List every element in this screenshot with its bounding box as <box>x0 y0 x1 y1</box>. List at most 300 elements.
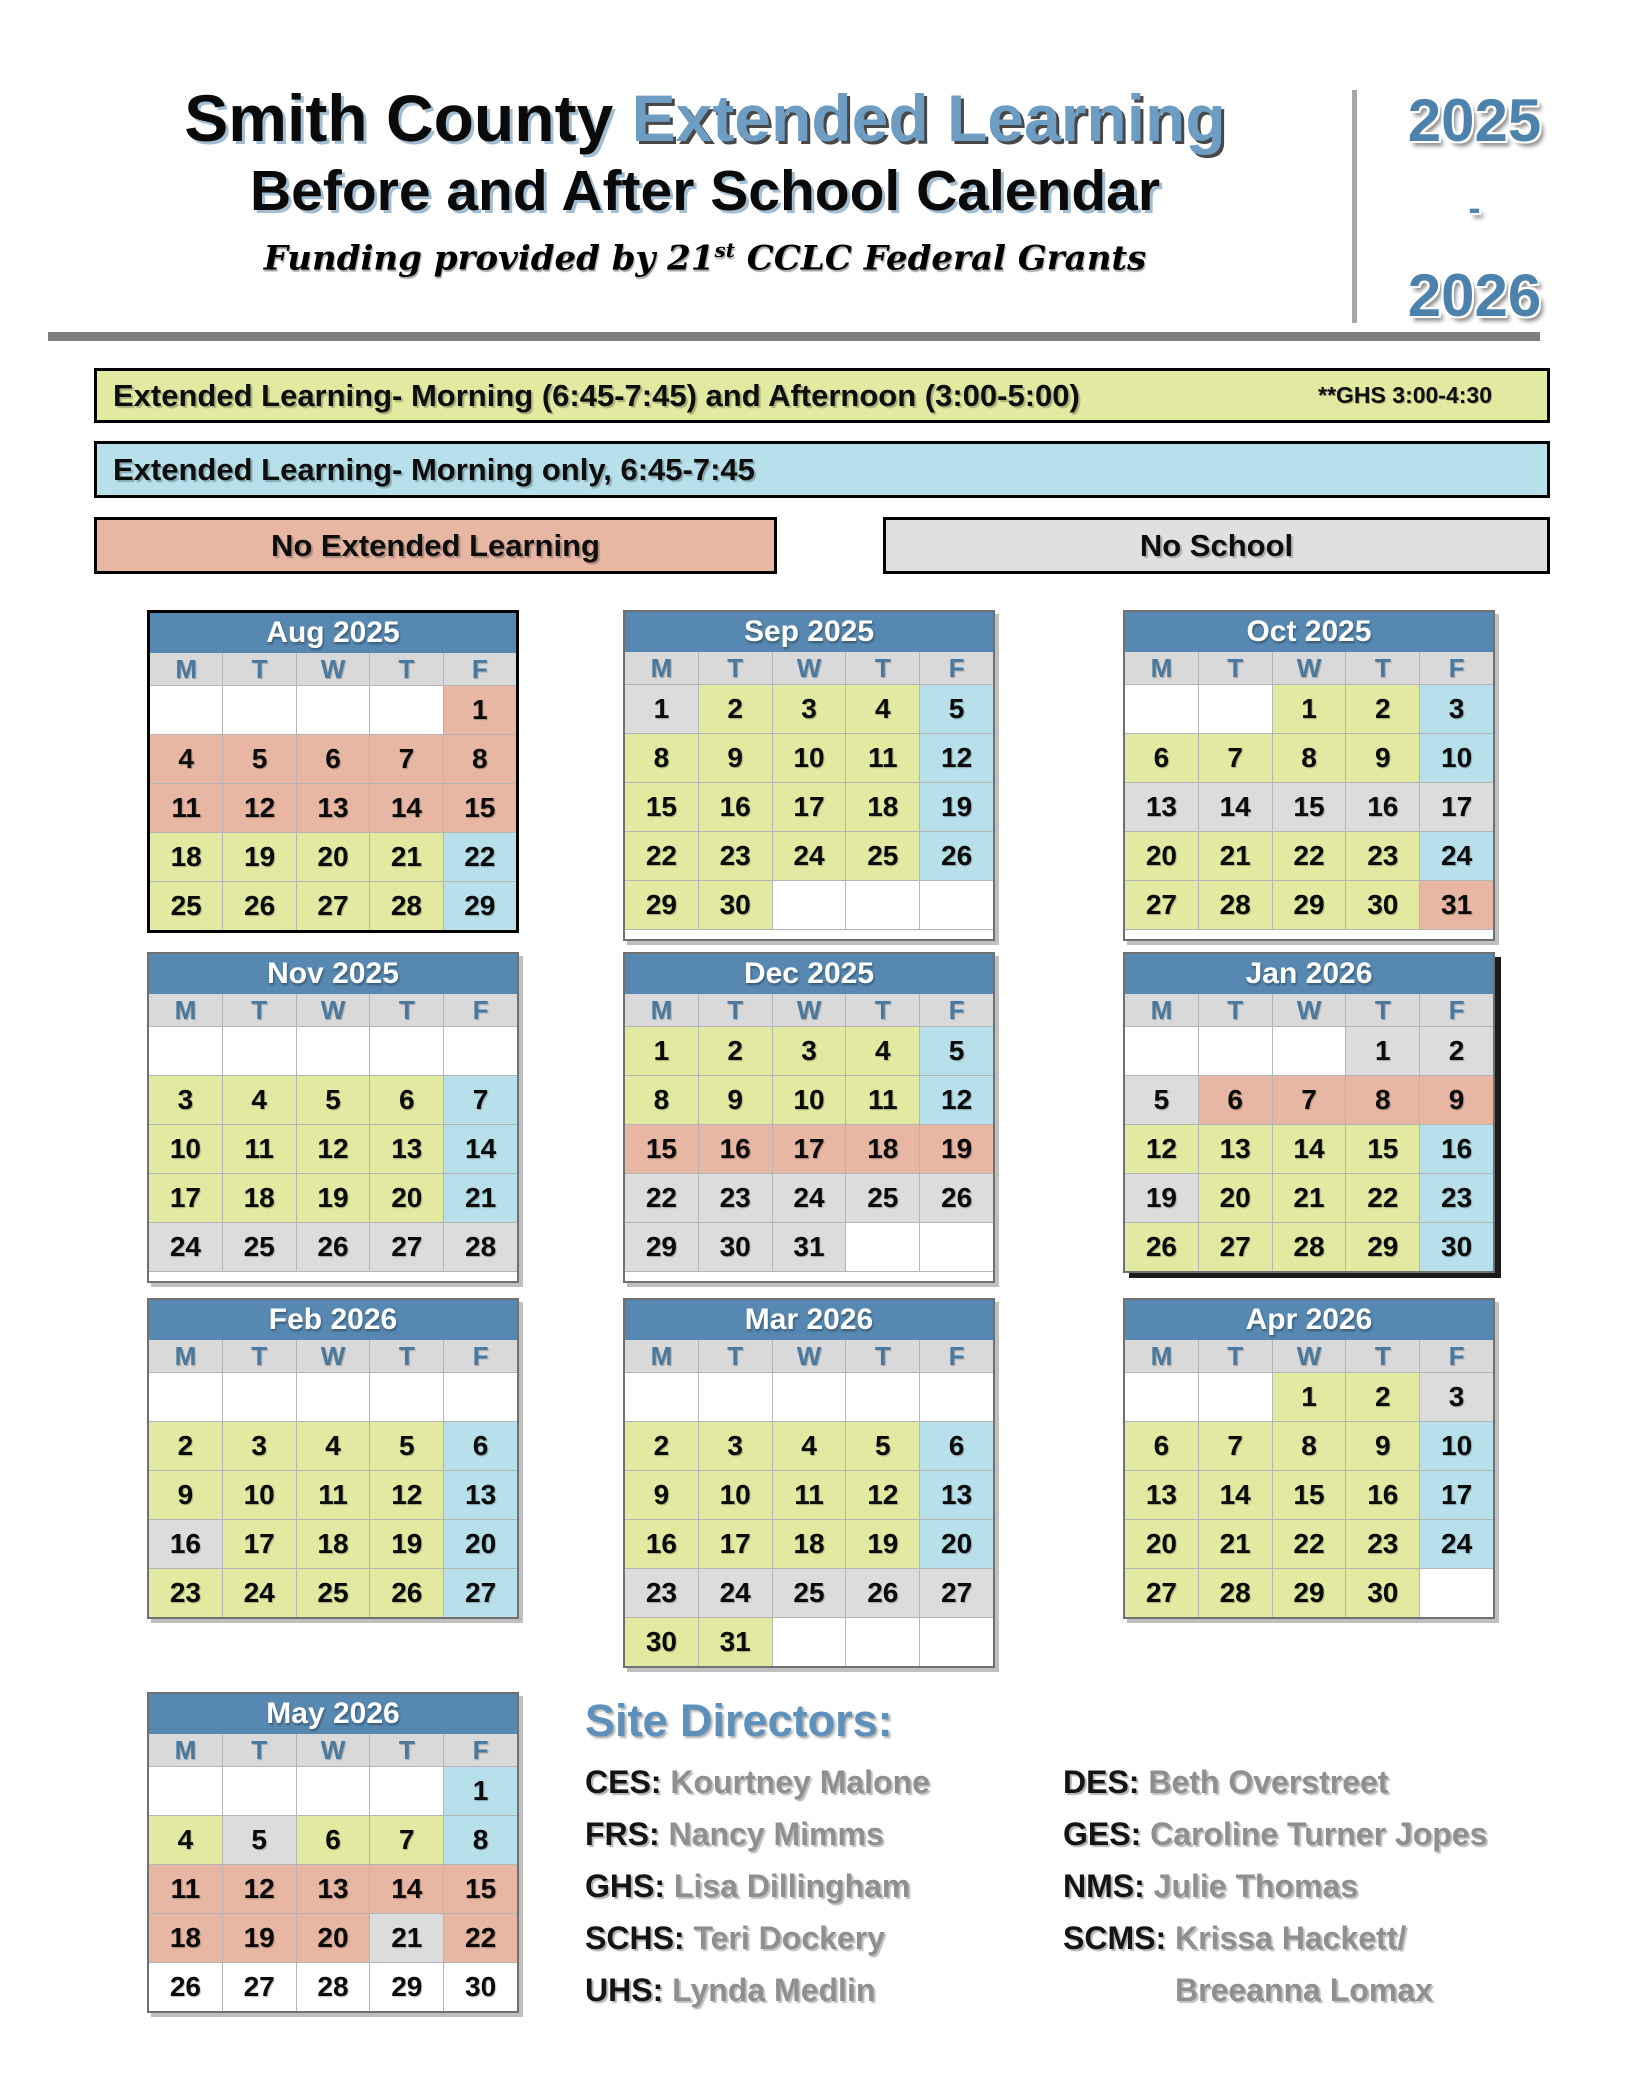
day-cell: 18 <box>297 1520 370 1568</box>
weekday-label: M <box>625 652 698 684</box>
day-cell: 26 <box>1125 1223 1198 1271</box>
site-code: DES: <box>1063 1763 1149 1800</box>
weekday-label: T <box>1199 652 1272 684</box>
day-grid <box>625 685 993 929</box>
day-cell: 10 <box>699 1471 772 1519</box>
empty-cell <box>370 1027 443 1075</box>
day-cell: 13 <box>297 784 369 832</box>
day-cell: 5 <box>920 685 993 733</box>
empty-cell <box>149 1767 222 1815</box>
day-cell: 20 <box>444 1520 517 1568</box>
empty-cell <box>846 881 919 929</box>
day-cell: 6 <box>1125 1422 1198 1470</box>
calendar-dec-2025 <box>623 952 995 1283</box>
day-cell: 24 <box>223 1569 296 1617</box>
site-code: FRS: <box>585 1815 669 1852</box>
site-directors-right-column <box>1063 1756 1487 2016</box>
weekday-label: T <box>370 1734 443 1766</box>
weekday-label: F <box>1420 1340 1493 1372</box>
weekday-label: F <box>444 653 516 685</box>
day-cell: 25 <box>773 1569 846 1617</box>
funding-note <box>70 238 1340 278</box>
site-directors-left-column <box>585 1756 930 2016</box>
day-cell: 1 <box>444 686 516 734</box>
site-director-row <box>585 1860 930 1912</box>
weekday-label: W <box>1273 652 1346 684</box>
empty-cell <box>149 1373 222 1421</box>
day-cell: 1 <box>1346 1027 1419 1075</box>
day-cell: 5 <box>370 1422 443 1470</box>
day-cell: 25 <box>846 1174 919 1222</box>
day-cell: 8 <box>625 1076 698 1124</box>
day-cell: 1 <box>625 685 698 733</box>
site-code: CES: <box>585 1763 671 1800</box>
empty-cell <box>297 1373 370 1421</box>
day-cell: 3 <box>149 1076 222 1124</box>
day-cell: 23 <box>1346 1520 1419 1568</box>
legend-label: Extended Learning- Morning only, 6:45-7:45 <box>113 451 755 487</box>
weekday-header <box>1125 994 1493 1027</box>
weekday-label: T <box>1346 994 1419 1026</box>
day-cell: 17 <box>149 1174 222 1222</box>
day-cell: 25 <box>223 1223 296 1271</box>
day-cell: 21 <box>1273 1174 1346 1222</box>
calendar-bottom-strip <box>625 929 993 939</box>
day-cell: 10 <box>149 1125 222 1173</box>
day-cell: 7 <box>1199 1422 1272 1470</box>
day-cell: 22 <box>1273 1520 1346 1568</box>
empty-cell <box>1199 1373 1272 1421</box>
day-cell: 15 <box>1346 1125 1419 1173</box>
site-director-row <box>585 1808 930 1860</box>
day-cell: 10 <box>773 1076 846 1124</box>
director-name: Breeanna Lomax <box>1175 1971 1433 2008</box>
calendar-feb-2026 <box>147 1298 519 1619</box>
empty-cell <box>773 1618 846 1666</box>
day-cell: 11 <box>297 1471 370 1519</box>
calendar-may-2026 <box>147 1692 519 2013</box>
weekday-label: M <box>1125 652 1198 684</box>
month-title: Sep 2025 <box>625 612 993 652</box>
month-title: Dec 2025 <box>625 954 993 994</box>
day-cell: 25 <box>297 1569 370 1617</box>
day-cell: 14 <box>1273 1125 1346 1173</box>
day-cell: 16 <box>1346 783 1419 831</box>
day-cell: 1 <box>625 1027 698 1075</box>
director-name: Beth Overstreet <box>1148 1763 1389 1800</box>
site-code: GES: <box>1063 1815 1151 1852</box>
day-cell: 10 <box>223 1471 296 1519</box>
weekday-label: M <box>150 653 222 685</box>
weekday-header <box>149 994 517 1027</box>
weekday-label: W <box>773 1340 846 1372</box>
weekday-label: T <box>223 1340 296 1372</box>
day-cell: 17 <box>223 1520 296 1568</box>
weekday-label: T <box>223 653 295 685</box>
weekday-header <box>625 1340 993 1373</box>
day-cell: 2 <box>1346 1373 1419 1421</box>
weekday-label: M <box>1125 994 1198 1026</box>
day-cell: 19 <box>223 833 295 881</box>
day-cell: 27 <box>920 1569 993 1617</box>
funding-ordinal: st <box>714 238 735 262</box>
day-cell: 4 <box>846 685 919 733</box>
weekday-label: F <box>1420 652 1493 684</box>
day-cell: 3 <box>773 685 846 733</box>
weekday-label: F <box>920 652 993 684</box>
day-cell: 21 <box>1199 832 1272 880</box>
day-cell: 5 <box>223 735 295 783</box>
empty-cell <box>699 1373 772 1421</box>
day-cell: 13 <box>297 1865 370 1913</box>
site-director-row <box>585 1964 930 2016</box>
empty-cell <box>149 1027 222 1075</box>
weekday-label: T <box>223 994 296 1026</box>
weekday-label: M <box>1125 1340 1198 1372</box>
day-cell: 4 <box>297 1422 370 1470</box>
day-cell: 20 <box>297 833 369 881</box>
day-cell: 2 <box>699 1027 772 1075</box>
empty-cell <box>370 686 442 734</box>
weekday-label: T <box>1199 1340 1272 1372</box>
year-end: 2026 <box>1407 262 1542 329</box>
day-cell: 11 <box>149 1865 222 1913</box>
weekday-label: M <box>625 994 698 1026</box>
day-cell: 11 <box>846 734 919 782</box>
day-grid <box>149 1767 517 2011</box>
weekday-label: W <box>297 1340 370 1372</box>
day-cell: 18 <box>223 1174 296 1222</box>
day-cell: 23 <box>1420 1174 1493 1222</box>
day-cell: 11 <box>223 1125 296 1173</box>
empty-cell <box>1199 685 1272 733</box>
day-cell: 10 <box>773 734 846 782</box>
day-cell: 13 <box>1125 783 1198 831</box>
year-start: 2025 <box>1407 87 1542 154</box>
school-year-range <box>1362 86 1587 330</box>
day-cell: 30 <box>1346 881 1419 929</box>
director-name: Nancy Mimms <box>668 1815 884 1852</box>
empty-cell <box>846 1223 919 1271</box>
day-cell: 13 <box>1199 1125 1272 1173</box>
site-director-row <box>1063 1756 1487 1808</box>
day-cell: 12 <box>920 734 993 782</box>
day-cell: 19 <box>370 1520 443 1568</box>
empty-cell <box>1420 1569 1493 1617</box>
day-cell: 28 <box>1199 1569 1272 1617</box>
day-cell: 29 <box>1273 1569 1346 1617</box>
day-cell: 26 <box>223 882 295 930</box>
day-cell: 27 <box>1125 1569 1198 1617</box>
legend-no-extended-learning <box>94 517 777 574</box>
title-black-part: Smith County <box>184 81 632 155</box>
day-cell: 27 <box>444 1569 517 1617</box>
day-cell: 24 <box>699 1569 772 1617</box>
day-cell: 22 <box>625 1174 698 1222</box>
weekday-label: W <box>297 653 369 685</box>
day-grid <box>625 1027 993 1271</box>
day-cell: 19 <box>1125 1174 1198 1222</box>
empty-cell <box>223 1373 296 1421</box>
weekday-label: M <box>149 1734 222 1766</box>
header-horizontal-rule <box>48 332 1540 341</box>
month-title: Apr 2026 <box>1125 1300 1493 1340</box>
empty-cell <box>1125 1373 1198 1421</box>
day-cell: 6 <box>444 1422 517 1470</box>
day-cell: 26 <box>149 1963 222 2011</box>
day-cell: 7 <box>1273 1076 1346 1124</box>
day-cell: 24 <box>773 1174 846 1222</box>
day-cell: 10 <box>1420 1422 1493 1470</box>
weekday-label: T <box>1199 994 1272 1026</box>
day-grid <box>1125 1027 1493 1271</box>
site-code: SCHS: <box>585 1919 694 1956</box>
director-name: Caroline Turner Jopes <box>1150 1815 1488 1852</box>
day-cell: 7 <box>370 1816 443 1864</box>
day-cell: 11 <box>773 1471 846 1519</box>
calendar-apr-2026 <box>1123 1298 1495 1619</box>
day-cell: 2 <box>625 1422 698 1470</box>
day-cell: 14 <box>444 1125 517 1173</box>
day-cell: 7 <box>444 1076 517 1124</box>
site-director-row <box>1063 1964 1487 2016</box>
day-cell: 9 <box>1346 1422 1419 1470</box>
weekday-header <box>1125 1340 1493 1373</box>
weekday-label: T <box>699 1340 772 1372</box>
legend-morning-afternoon <box>94 368 1550 423</box>
site-director-row <box>1063 1912 1487 1964</box>
day-cell: 29 <box>370 1963 443 2011</box>
day-grid <box>149 1027 517 1271</box>
weekday-header <box>149 1340 517 1373</box>
day-cell: 3 <box>699 1422 772 1470</box>
day-cell: 29 <box>1273 881 1346 929</box>
weekday-label: T <box>846 652 919 684</box>
month-title: Feb 2026 <box>149 1300 517 1340</box>
day-cell: 9 <box>699 734 772 782</box>
day-cell: 15 <box>1273 783 1346 831</box>
weekday-label: F <box>920 1340 993 1372</box>
legend-label: No Extended Learning <box>271 527 600 563</box>
day-cell: 24 <box>1420 832 1493 880</box>
day-cell: 3 <box>773 1027 846 1075</box>
day-cell: 21 <box>1199 1520 1272 1568</box>
day-cell: 9 <box>1346 734 1419 782</box>
day-cell: 26 <box>297 1223 370 1271</box>
day-cell: 20 <box>297 1914 370 1962</box>
weekday-label: T <box>370 653 442 685</box>
empty-cell <box>846 1373 919 1421</box>
weekday-label: W <box>1273 994 1346 1026</box>
empty-cell <box>773 1373 846 1421</box>
funding-note-tail: CCLC Federal Grants <box>734 238 1147 279</box>
page-subtitle: Before and After School Calendar <box>249 159 1161 223</box>
calendar-bottom-strip <box>149 1271 517 1281</box>
legend-label: Extended Learning- Morning (6:45-7:45) and Afternoon (3:00-5:00) <box>113 377 1080 413</box>
day-cell: 1 <box>1273 685 1346 733</box>
legend-no-school <box>883 517 1550 574</box>
day-cell: 16 <box>1346 1471 1419 1519</box>
day-cell: 26 <box>846 1569 919 1617</box>
day-grid <box>1125 685 1493 929</box>
site-director-row <box>585 1912 930 1964</box>
day-cell: 23 <box>149 1569 222 1617</box>
month-title: Aug 2025 <box>150 613 516 653</box>
day-cell: 17 <box>773 1125 846 1173</box>
day-cell: 2 <box>1420 1027 1493 1075</box>
day-cell: 17 <box>1420 783 1493 831</box>
weekday-label: W <box>773 994 846 1026</box>
day-cell: 4 <box>150 735 222 783</box>
day-cell: 17 <box>773 783 846 831</box>
day-cell: 19 <box>846 1520 919 1568</box>
day-cell: 15 <box>444 1865 517 1913</box>
day-cell: 8 <box>1346 1076 1419 1124</box>
day-cell: 30 <box>1420 1223 1493 1271</box>
empty-cell <box>370 1373 443 1421</box>
day-cell: 19 <box>223 1914 296 1962</box>
day-grid <box>1125 1373 1493 1617</box>
weekday-label: M <box>149 994 222 1026</box>
empty-cell <box>920 1618 993 1666</box>
page-title <box>70 80 1340 156</box>
day-cell: 15 <box>625 1125 698 1173</box>
day-cell: 11 <box>150 784 222 832</box>
month-title: May 2026 <box>149 1694 517 1734</box>
day-cell: 2 <box>149 1422 222 1470</box>
day-cell: 25 <box>846 832 919 880</box>
day-cell: 9 <box>1420 1076 1493 1124</box>
day-cell: 29 <box>1346 1223 1419 1271</box>
day-cell: 8 <box>625 734 698 782</box>
day-grid <box>625 1373 993 1666</box>
day-cell: 21 <box>370 1914 443 1962</box>
day-cell: 9 <box>699 1076 772 1124</box>
legend-label: No School <box>1139 527 1294 563</box>
empty-cell <box>920 881 993 929</box>
calendar-bottom-strip <box>625 1271 993 1281</box>
day-cell: 20 <box>370 1174 443 1222</box>
day-cell: 29 <box>625 881 698 929</box>
day-cell: 13 <box>444 1471 517 1519</box>
weekday-label: M <box>149 1340 222 1372</box>
empty-cell <box>920 1223 993 1271</box>
site-director-row <box>1063 1860 1487 1912</box>
weekday-label: T <box>370 1340 443 1372</box>
day-cell: 5 <box>1125 1076 1198 1124</box>
day-cell: 18 <box>846 1125 919 1173</box>
day-cell: 22 <box>444 833 516 881</box>
weekday-label: T <box>1346 652 1419 684</box>
day-cell: 27 <box>223 1963 296 2011</box>
calendar-sep-2025 <box>623 610 995 941</box>
day-cell: 7 <box>370 735 442 783</box>
empty-cell <box>297 1027 370 1075</box>
day-cell: 4 <box>149 1816 222 1864</box>
weekday-header <box>625 994 993 1027</box>
day-cell: 16 <box>699 783 772 831</box>
day-cell: 18 <box>149 1914 222 1962</box>
day-cell: 8 <box>1273 1422 1346 1470</box>
day-cell: 8 <box>1273 734 1346 782</box>
weekday-label: W <box>297 994 370 1026</box>
day-cell: 13 <box>1125 1471 1198 1519</box>
day-cell: 4 <box>223 1076 296 1124</box>
day-cell: 14 <box>1199 783 1272 831</box>
weekday-label: F <box>1420 994 1493 1026</box>
day-cell: 26 <box>920 832 993 880</box>
day-cell: 7 <box>1199 734 1272 782</box>
title-blue-part: Extended Learning <box>631 81 1226 155</box>
site-code: UHS: <box>585 1971 673 2008</box>
calendar-aug-2025 <box>147 610 519 933</box>
weekday-label: F <box>444 994 517 1026</box>
empty-cell <box>444 1373 517 1421</box>
director-name: Krissa Hackett/ <box>1175 1919 1407 1956</box>
day-cell: 27 <box>1199 1223 1272 1271</box>
day-cell: 9 <box>625 1471 698 1519</box>
day-cell: 21 <box>444 1174 517 1222</box>
day-cell: 5 <box>223 1816 296 1864</box>
day-cell: 30 <box>1346 1569 1419 1617</box>
day-cell: 3 <box>1420 685 1493 733</box>
day-cell: 30 <box>625 1618 698 1666</box>
day-cell: 6 <box>297 735 369 783</box>
day-cell: 28 <box>370 882 442 930</box>
day-cell: 26 <box>920 1174 993 1222</box>
director-name: Lynda Medlin <box>672 1971 876 2008</box>
day-cell: 3 <box>223 1422 296 1470</box>
day-cell: 28 <box>1199 881 1272 929</box>
day-cell: 29 <box>444 882 516 930</box>
day-cell: 23 <box>1346 832 1419 880</box>
day-cell: 22 <box>444 1914 517 1962</box>
day-cell: 27 <box>370 1223 443 1271</box>
weekday-label: T <box>846 1340 919 1372</box>
director-name: Julie Thomas <box>1153 1867 1359 1904</box>
weekday-header <box>1125 652 1493 685</box>
day-cell: 24 <box>1420 1520 1493 1568</box>
day-cell: 31 <box>773 1223 846 1271</box>
day-cell: 28 <box>297 1963 370 2011</box>
day-grid <box>150 686 516 930</box>
day-cell: 26 <box>370 1569 443 1617</box>
day-cell: 19 <box>297 1174 370 1222</box>
month-title: Jan 2026 <box>1125 954 1493 994</box>
empty-cell <box>444 1027 517 1075</box>
day-cell: 18 <box>846 783 919 831</box>
site-code: SCMS: <box>1063 1919 1175 1956</box>
month-title: Mar 2026 <box>625 1300 993 1340</box>
empty-cell <box>1125 1027 1198 1075</box>
day-cell: 16 <box>625 1520 698 1568</box>
weekday-header <box>149 1734 517 1767</box>
day-cell: 2 <box>699 685 772 733</box>
empty-cell <box>150 686 222 734</box>
calendar-bottom-strip <box>1125 929 1493 939</box>
day-cell: 2 <box>1346 685 1419 733</box>
day-cell: 6 <box>297 1816 370 1864</box>
site-directors-title: Site Directors: <box>585 1695 893 1746</box>
day-grid <box>149 1373 517 1617</box>
director-name: Teri Dockery <box>693 1919 885 1956</box>
day-cell: 30 <box>444 1963 517 2011</box>
weekday-label: T <box>1346 1340 1419 1372</box>
day-cell: 6 <box>1199 1076 1272 1124</box>
day-cell: 8 <box>444 735 516 783</box>
weekday-label: W <box>1273 1340 1346 1372</box>
day-cell: 14 <box>370 1865 443 1913</box>
